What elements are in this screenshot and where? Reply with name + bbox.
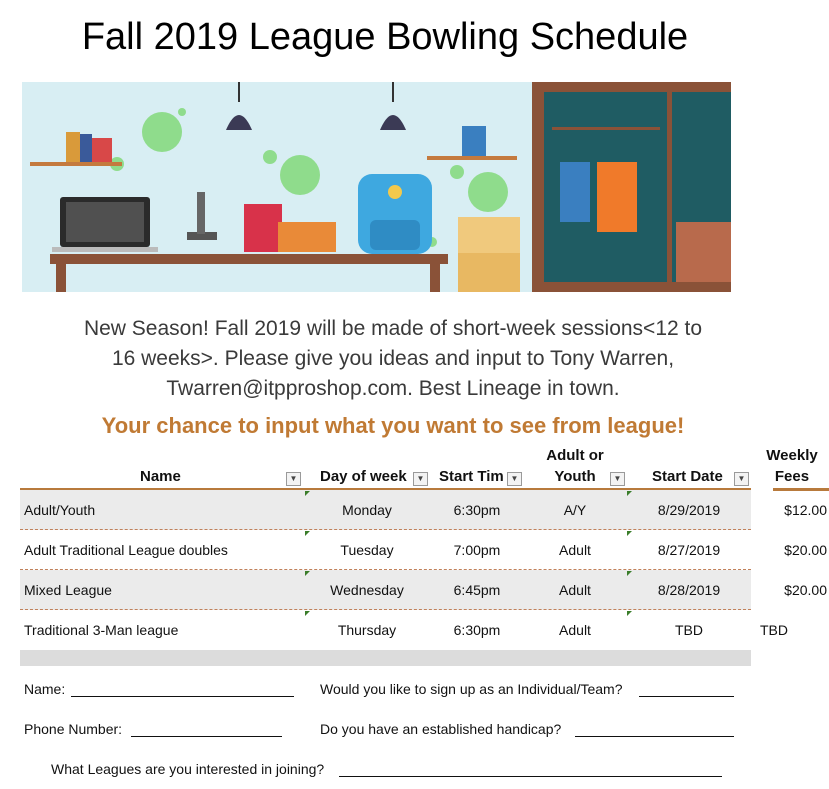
filter-dropdown-day[interactable]: ▼	[413, 472, 428, 486]
chance-heading: Your chance to input what you want to see from league!	[101, 413, 685, 438]
cell-type: Adult	[559, 582, 591, 598]
cell-fee: $20.00	[784, 542, 827, 558]
signup-question: Would you like to sign up as an Individual/Team?	[320, 681, 623, 697]
col-header-day: Day of week	[320, 468, 407, 485]
col-header-start-time: Start Tim	[439, 468, 504, 485]
leagues-question: What Leagues are you interested in joining?	[51, 761, 325, 777]
cell-day: Wednesday	[330, 582, 404, 598]
cell-day: Thursday	[337, 622, 397, 638]
classroom-illustration	[22, 82, 731, 292]
cell-date: 8/28/2019	[657, 582, 721, 598]
cell-date: 8/29/2019	[657, 502, 721, 518]
cell-fee: $20.00	[784, 582, 827, 598]
cell-time: 6:45pm	[453, 582, 501, 598]
cell-day: Monday	[342, 502, 392, 518]
col-header-fees-1: Weekly	[766, 447, 818, 464]
notice-line-3: Twarren@itpproshop.com. Best Lineage in town.	[166, 377, 620, 400]
col-header-start-date: Start Date	[652, 468, 723, 485]
cell-name: Traditional 3-Man league	[24, 622, 179, 638]
comment-marker	[627, 531, 632, 536]
comment-marker	[305, 571, 310, 576]
comment-marker	[627, 571, 632, 576]
comment-marker	[305, 491, 310, 496]
cell-fee: TBD	[760, 622, 788, 638]
comment-marker	[305, 531, 310, 536]
cell-name: Adult Traditional League doubles	[24, 542, 228, 558]
table-total-strip	[20, 650, 751, 666]
signup-field[interactable]	[639, 681, 734, 697]
cell-fee: $12.00	[784, 502, 827, 518]
cell-date: 8/27/2019	[657, 542, 721, 558]
handicap-question: Do you have an established handicap?	[320, 721, 562, 737]
season-notice	[18, 314, 768, 404]
notice-line-1: New Season! Fall 2019 will be made of short-week sessions<12 to	[83, 317, 703, 340]
notice-line-2: 16 weeks>. Please give you ideas and input to Tony Warren,	[111, 347, 675, 370]
col-header-adult-youth-2: Youth	[554, 468, 596, 485]
cell-type: Adult	[559, 542, 591, 558]
cell-time: 7:00pm	[453, 542, 501, 558]
cell-time: 6:30pm	[453, 622, 501, 638]
cell-type: Adult	[559, 622, 591, 638]
col-header-adult-youth-1: Adult or	[546, 447, 604, 464]
cell-type: A/Y	[563, 502, 587, 518]
leagues-field[interactable]	[339, 761, 722, 777]
cell-day: Tuesday	[340, 542, 394, 558]
filter-dropdown-start-time[interactable]: ▼	[507, 472, 522, 486]
cell-name: Mixed League	[24, 582, 112, 598]
filter-dropdown-start-date[interactable]: ▼	[734, 472, 749, 486]
col-header-name: Name	[140, 468, 181, 485]
cell-date: TBD	[675, 622, 703, 638]
cell-time: 6:30pm	[453, 502, 501, 518]
comment-marker	[627, 491, 632, 496]
phone-label: Phone Number:	[24, 721, 123, 737]
filter-dropdown-name[interactable]: ▼	[286, 472, 301, 486]
page-title: Fall 2019 League Bowling Schedule	[81, 16, 689, 58]
col-header-fees-2: Fees	[774, 468, 810, 485]
phone-field[interactable]	[131, 721, 282, 737]
name-label: Name:	[24, 681, 66, 697]
comment-marker	[305, 611, 310, 616]
filter-dropdown-adult-youth[interactable]: ▼	[610, 472, 625, 486]
cell-name: Adult/Youth	[24, 502, 96, 518]
comment-marker	[627, 611, 632, 616]
name-field[interactable]	[71, 681, 294, 697]
handicap-field[interactable]	[575, 721, 734, 737]
